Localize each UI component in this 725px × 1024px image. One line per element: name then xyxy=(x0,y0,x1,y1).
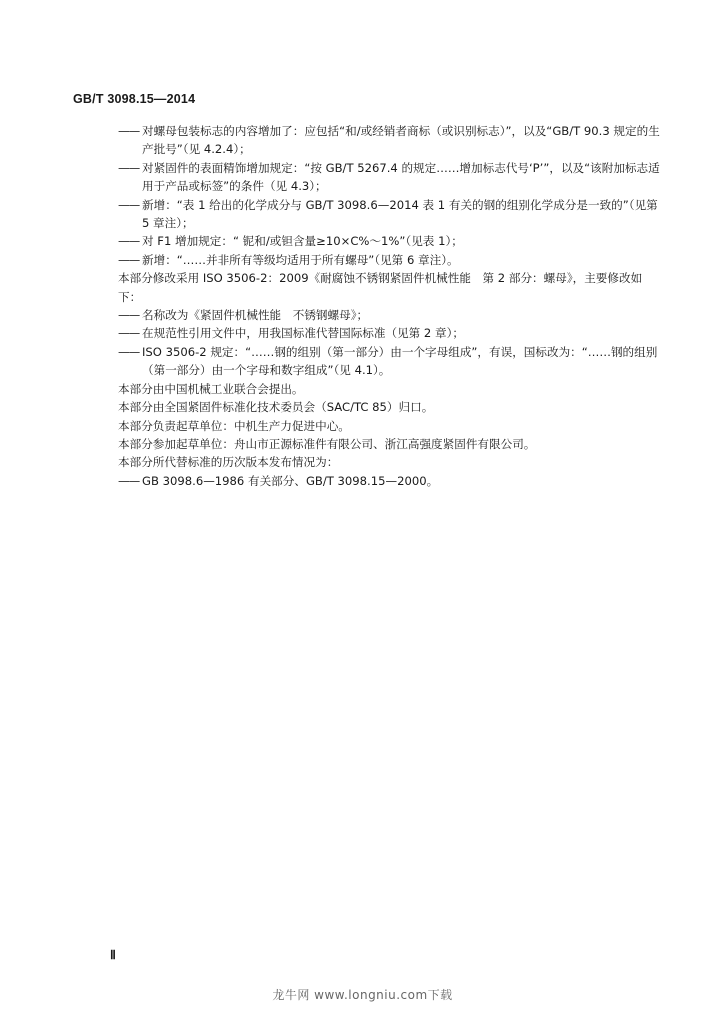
dash-marker: —— xyxy=(118,124,140,138)
list-item-text: 对紧固件的表面精饰增加规定：“按 GB/T 5267.4 的规定……增加标志代号‘P’”，以及“该附加标志适用于产品或标签”的条件（见 4.3）； xyxy=(142,160,660,194)
list-item xyxy=(118,232,664,250)
document-code: GB/T 3098.15—2014 xyxy=(73,92,196,106)
dash-marker: —— xyxy=(118,197,140,212)
drafted-by-statement: 本部分负责起草单位：中机生产力促进中心。 xyxy=(118,418,350,433)
list-item-text: GB 3098.6—1986 有关部分、GB/T 3098.15—2000。 xyxy=(142,473,439,488)
list-item xyxy=(118,472,664,490)
list-item xyxy=(118,159,664,196)
list-item xyxy=(118,196,664,233)
list-item-text: ISO 3506-2 规定：“……钢的组别（第一部分）由一个字母组成”，有误，国标改为：“……钢的组别（第一部分）由一个字母和数字组成”（见 4.1）。 xyxy=(142,344,658,378)
dash-marker: —— xyxy=(118,234,140,249)
history-intro: 本部分所代替标准的历次版本发布情况为： xyxy=(118,455,339,470)
list-item-text: 名称改为《紧固件机械性能 不锈钢螺母》； xyxy=(142,308,369,323)
list-item xyxy=(118,251,664,269)
foreword-body xyxy=(118,122,664,490)
list-item xyxy=(118,324,664,342)
list-item-text: 对螺母包装标志的内容增加了：应包括“和/或经销者商标（或识别标志）”，以及“GB/T 90.3 规定的生产批号”（见 4.2.4）； xyxy=(142,124,660,157)
dash-marker: —— xyxy=(118,473,140,488)
list-item xyxy=(118,343,664,380)
list-item-text: 新增：“表 1 给出的化学成分与 GB/T 3098.6—2014 表 1 有关的钢的组别化学成分是一致的”（见第 5 章注）； xyxy=(142,197,658,231)
dash-marker: —— xyxy=(118,326,140,341)
dash-marker: —— xyxy=(118,308,140,323)
list-item-text: 在规范性引用文件中，用我国标准代替国际标准（见第 2 章）； xyxy=(142,326,464,341)
list-item-text: 对 F1 增加规定：“ 铌和/或钽含量≥10×C%～1%”（见表 1）； xyxy=(142,234,463,249)
download-watermark: 龙牛网 www.longniu.com下载 xyxy=(272,988,453,1002)
dash-marker: —— xyxy=(118,160,140,175)
dash-marker: —— xyxy=(118,252,140,267)
list-item xyxy=(118,122,664,159)
iso-adoption-paragraph: 本部分修改采用 ISO 3506-2：2009《耐腐蚀不锈钢紧固件机械性能 第 2 部分：螺母》，主要修改如下： xyxy=(118,271,643,304)
participants-statement: 本部分参加起草单位：舟山市正源标准件有限公司、浙江高强度紧固件有限公司。 xyxy=(118,436,536,451)
page-number: Ⅱ xyxy=(110,948,116,962)
managed-by-statement: 本部分由全国紧固件标准化技术委员会（SAC/TC 85）归口。 xyxy=(118,400,434,415)
list-item xyxy=(118,306,664,324)
dash-marker: —— xyxy=(118,344,140,359)
proposed-by-statement: 本部分由中国机械工业联合会提出。 xyxy=(118,381,304,396)
list-item-text: 新增：“……并非所有等级均适用于所有螺母”（见第 6 章注）。 xyxy=(142,252,459,267)
